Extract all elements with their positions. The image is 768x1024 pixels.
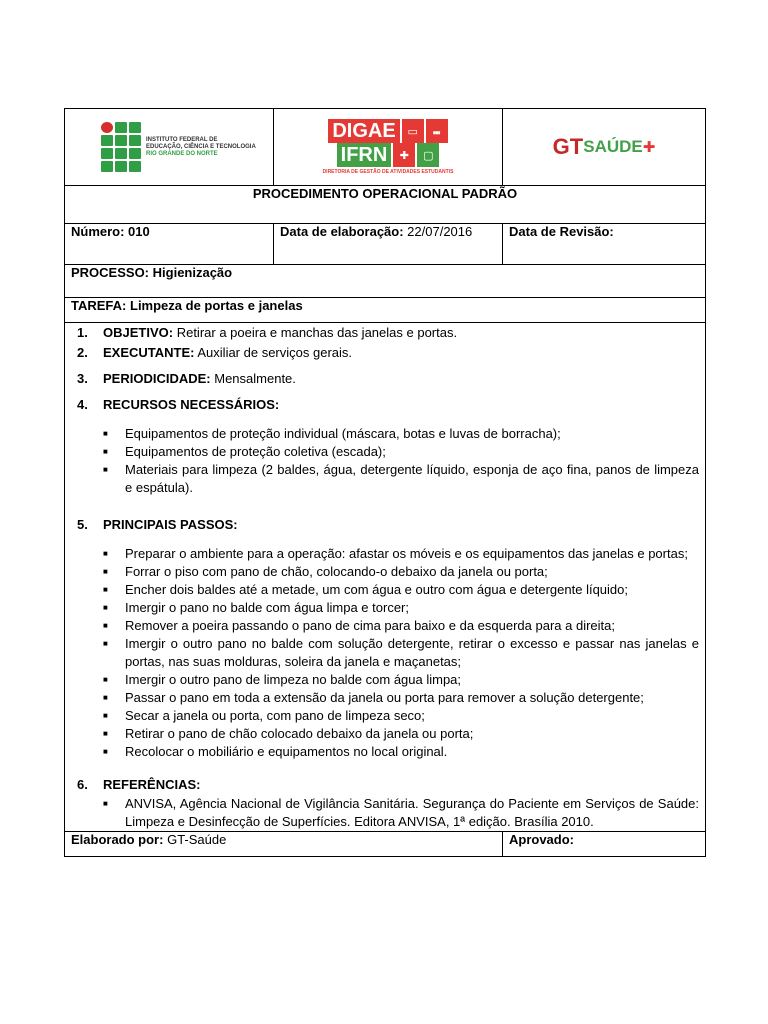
- elaborado-label: Elaborado por:: [71, 832, 164, 847]
- passo-item: [103, 671, 699, 689]
- passo-item-text: Passar o pano em toda a extensão da janela ou porta para remover a solução detergente;: [125, 690, 644, 705]
- passo-item-text: Imergir o outro pano de limpeza no balde com água limpa;: [125, 672, 462, 687]
- section-list: [71, 323, 699, 831]
- bullet-icon: ■: [103, 693, 108, 702]
- passo-item-text: Imergir o pano no balde com água limpa e torcer;: [125, 600, 409, 615]
- digae-logo: [280, 119, 496, 175]
- bullet-icon: ■: [103, 799, 108, 808]
- plus-icon: ✚: [642, 139, 656, 156]
- gt-saude-logo-cell: [503, 109, 706, 186]
- document-title: PROCEDIMENTO OPERACIONAL PADRÃO: [65, 186, 706, 224]
- bullet-icon: ■: [103, 585, 108, 594]
- digae-subtitle: DIRETORIA DE GESTÃO DE ATIVIDADES ESTUDANTIS: [322, 169, 454, 175]
- passo-item-text: Secar a janela ou porta, com pano de limpeza seco;: [125, 708, 425, 723]
- elaborado-field: [65, 832, 503, 857]
- passo-item-text: Recolocar o mobiliário e equipamentos no local original.: [125, 744, 448, 759]
- bullet-icon: ■: [103, 639, 108, 648]
- passo-item: [103, 689, 699, 707]
- referencias-list: [71, 795, 699, 831]
- ifrn-text-line1: INSTITUTO FEDERAL DE: [146, 136, 218, 143]
- passo-item: [103, 545, 699, 563]
- bus-icon: ▭: [402, 119, 424, 143]
- passo-item: [103, 725, 699, 743]
- ifrn-logo: [101, 122, 267, 172]
- gt-saude-logo: [509, 134, 699, 160]
- procedure-body: [65, 323, 706, 832]
- passo-item: [103, 635, 699, 671]
- processo-field: [65, 265, 706, 298]
- section-periodicidade: 3. PERIODICIDADE: Mensalmente.: [77, 371, 296, 386]
- bullet-icon: ■: [103, 747, 108, 756]
- bullet-icon: ■: [103, 675, 108, 684]
- recurso-item-text: Materiais para limpeza (2 baldes, água, detergente líquido, esponja de aço fina, panos de limpeza e espátula).: [125, 462, 699, 495]
- section-executante: 2. EXECUTANTE: Auxiliar de serviços gerais.: [77, 345, 353, 360]
- bullet-icon: ■: [103, 729, 108, 738]
- aprovado-field: Aprovado:: [503, 832, 706, 857]
- section-passos: 5. PRINCIPAIS PASSOS: ■ Preparar o ambiente para a operação: afastar os móveis e os equipamentos das janelas e portas; ■ Forrar o piso com pano de chão, colocando-o debaixo da janela ou porta; ■ Encher dois baldes até a metade, um com água e outro com água e detergente líquido; ■ Imergir o pano no balde com água limpa e torcer; ■ Remover a poeira passando o pano de cima para baixo e da esquerda para a direita; ■ Imergir o outro pano no balde com solução detergente, retirar o excesso e passar nas janelas e portas, nas suas molduras, soleira da janela e maçanetas; ■ Imergir o outro pano de limpeza no balde com água limpa; ■ Passar o pano em toda a extensão da janela ou porta para remover a solução detergente; ■ Secar a janela ou porta, com pano de limpeza seco; ■ Retirar o pano de chão colocado debaixo da janela ou porta; ■ Recolocar o mobiliário e equipamentos no local original.: [71, 515, 699, 761]
- passo-item-text: Encher dois baldes até a metade, um com água e outro com água e detergente líquido;: [125, 582, 628, 597]
- section-recursos: 4. RECURSOS NECESSÁRIOS: ■ Equipamentos de proteção individual (máscara, botas e luvas de borracha); ■ Equipamentos de proteção coletiva (escada); ■ Materiais para limpeza (2 baldes, água, detergente líquido, esponja de aço fina, panos de limpeza e espátula).: [71, 395, 699, 497]
- numero-field: Número: 010: [65, 224, 274, 265]
- tarefa-value: Limpeza de portas e janelas: [130, 298, 303, 313]
- ifrn-text-line3: RIO GRANDE DO NORTE: [146, 150, 218, 157]
- ifrn-logo-cell: [65, 109, 274, 186]
- bullet-icon: ■: [103, 567, 108, 576]
- recurso-item: [103, 443, 699, 461]
- ifrn-mark-icon: [101, 122, 141, 172]
- elaboracao-label: Data de elaboração:: [280, 224, 404, 239]
- passo-item-text: Remover a poeira passando o pano de cima para baixo e da esquerda para a direita;: [125, 618, 615, 633]
- passo-item: [103, 707, 699, 725]
- tarefa-field: [65, 298, 706, 323]
- digae-logo-cell: [274, 109, 503, 186]
- tarefa-label: TAREFA:: [71, 298, 127, 313]
- passo-item: [103, 581, 699, 599]
- bullet-icon: ■: [103, 549, 108, 558]
- monitor-icon: ▢: [417, 143, 439, 167]
- passos-list: [71, 545, 699, 761]
- passo-item: [103, 617, 699, 635]
- health-cross-icon: ✚: [393, 143, 415, 167]
- bullet-icon: ■: [103, 711, 108, 720]
- recursos-list: [71, 425, 699, 497]
- passo-item-text: Imergir o outro pano no balde com solução detergente, retirar o excesso e passar nas janelas e portas, nas suas molduras, soleira da janela e maçanetas;: [125, 636, 699, 669]
- recurso-item: [103, 461, 699, 497]
- passo-item-text: Preparar o ambiente para a operação: afastar os móveis e os equipamentos das janelas e portas;: [125, 546, 688, 561]
- passo-item: [103, 563, 699, 581]
- recurso-item-text: Equipamentos de proteção coletiva (escada);: [125, 444, 386, 459]
- referencia-item: [103, 795, 699, 831]
- processo-label: PROCESSO:: [71, 265, 150, 280]
- processo-value: Higienização: [152, 265, 233, 280]
- passo-item: [103, 743, 699, 761]
- bullet-icon: ■: [103, 603, 108, 612]
- food-icon: ⑉: [426, 119, 448, 143]
- bullet-icon: ■: [103, 621, 108, 630]
- recurso-item: [103, 425, 699, 443]
- bullet-icon: ■: [103, 447, 108, 456]
- bullet-icon: ■: [103, 465, 108, 474]
- passo-item-text: Forrar o piso com pano de chão, colocando-o debaixo da janela ou porta;: [125, 564, 548, 579]
- recurso-item-text: Equipamentos de proteção individual (máscara, botas e luvas de borracha);: [125, 426, 561, 441]
- elaborado-value: GT-Saúde: [167, 832, 227, 847]
- gt-mark: GT: [552, 134, 584, 159]
- elaboracao-field: [274, 224, 503, 265]
- ifrn-word: IFRN: [337, 143, 392, 167]
- digae-word: DIGAE: [328, 119, 399, 143]
- section-referencias: 6. REFERÊNCIAS: ■ ANVISA, Agência Nacional de Vigilância Sanitária. Segurança do Paciente em Serviços de Saúde: Limpeza e Desinfecção de Superfícies. Editora ANVISA, 1ª edição. Brasília 2010.: [71, 775, 699, 831]
- gt-word: SAÚDE: [583, 137, 643, 156]
- elaboracao-value: 22/07/2016: [407, 224, 473, 239]
- ifrn-text-line2: EDUCAÇÃO, CIÊNCIA E TECNOLOGIA: [146, 143, 256, 150]
- passo-item: [103, 599, 699, 617]
- passo-item-text: Retirar o pano de chão colocado debaixo da janela ou porta;: [125, 726, 474, 741]
- section-objetivo: 1. OBJETIVO: Retirar a poeira e manchas das janelas e portas.: [77, 325, 458, 340]
- bullet-icon: ■: [103, 429, 108, 438]
- revisao-field: Data de Revisão:: [503, 224, 706, 265]
- sop-table: [64, 108, 706, 857]
- referencia-item-text: ANVISA, Agência Nacional de Vigilância Sanitária. Segurança do Paciente em Serviços de Saúde: Limpeza e Desinfecção de Superfícies. Editora ANVISA, 1ª edição. Brasília 2010.: [125, 796, 699, 829]
